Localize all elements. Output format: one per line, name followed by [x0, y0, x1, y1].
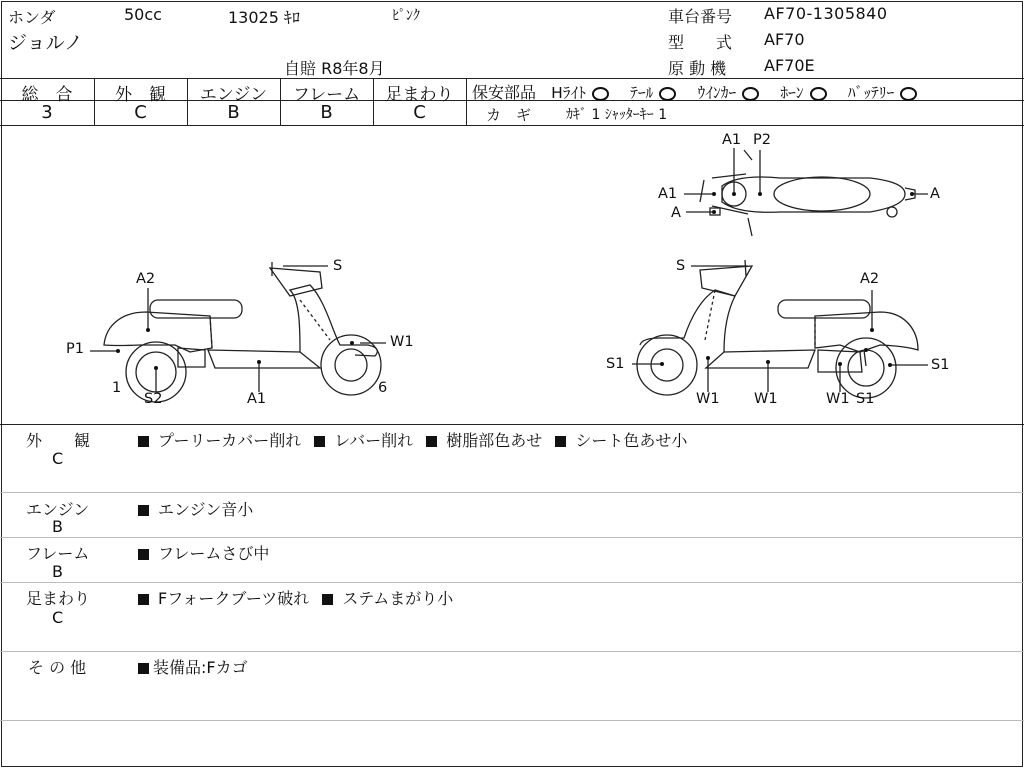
remark-note: Fフォークブーツ破れ — [158, 589, 310, 608]
diag-label: A — [671, 205, 681, 221]
insurance: 自賠 R8年8月 — [284, 59, 385, 78]
safety-item-horn — [780, 81, 826, 103]
diag-label: W1 — [390, 334, 414, 350]
divider — [0, 651, 1024, 652]
bullet-icon — [426, 436, 437, 447]
mileage: 13025 ｷﾛ — [228, 8, 300, 27]
divider — [0, 424, 1024, 425]
diag-label: W1 — [826, 391, 850, 407]
divider — [0, 492, 1024, 493]
remark-notes-engine — [138, 497, 253, 520]
remark-label-other: そ の 他 — [28, 658, 87, 677]
bullet-icon — [314, 436, 325, 447]
remark-note: プーリーカバー削れ — [158, 431, 302, 450]
model-name: ジョルノ — [8, 32, 83, 54]
divider — [0, 537, 1024, 538]
diag-label: A1 — [722, 132, 742, 148]
frame-no: AF70-1305840 — [764, 4, 888, 23]
divider — [466, 78, 467, 125]
grade-value-exterior: C — [134, 102, 147, 123]
diag-label: S1 — [606, 356, 625, 372]
diag-label: S1 — [856, 391, 875, 407]
model-code: AF70 — [764, 30, 805, 49]
leader-lines — [90, 148, 928, 392]
diag-label: S2 — [144, 391, 163, 407]
ok-circle-icon — [592, 87, 609, 101]
color: ﾋﾟﾝｸ — [392, 8, 420, 24]
remark-label-engine: エンジン — [26, 500, 90, 519]
grade-value-overall: 3 — [41, 102, 53, 123]
grade-label-engine: エンジン — [199, 85, 268, 105]
engine-code: AF70E — [764, 56, 815, 75]
divider — [0, 720, 1024, 721]
grade-value-suspension: C — [413, 102, 426, 123]
engine-label: 原 動 機 — [668, 59, 727, 78]
remark-note: 装備品:Fカゴ — [153, 658, 248, 677]
diag-label: A1 — [658, 186, 678, 202]
safety-item-winker — [697, 81, 759, 103]
diag-label: S — [333, 258, 343, 274]
displacement: 50cc — [124, 5, 162, 24]
safety-title: 保安部品 — [472, 83, 537, 102]
bullet-icon — [322, 594, 333, 605]
scooter-top-view — [700, 150, 915, 236]
diag-label: 1 — [112, 380, 122, 396]
bullet-icon — [138, 594, 149, 605]
grade-label-suspension: 足まわり — [385, 85, 454, 105]
remark-grade-suspension: C — [52, 608, 64, 627]
bullet-icon — [138, 436, 149, 447]
safety-item-headlight — [551, 81, 609, 103]
safety-item-label: ｳｲﾝｶｰ — [697, 84, 737, 102]
remark-note: 樹脂部色あせ — [446, 431, 543, 450]
grade-label-frame: フレーム — [292, 85, 361, 105]
maker: ホンダ — [8, 8, 56, 27]
grade-value-engine: B — [227, 102, 240, 123]
diag-label: P2 — [753, 132, 771, 148]
ok-circle-icon — [810, 87, 827, 101]
diag-label: S — [676, 258, 686, 274]
remark-notes-frame — [138, 541, 269, 564]
remark-grade-frame: B — [52, 562, 63, 581]
model-label: 型 式 — [668, 33, 733, 52]
bullet-icon — [555, 436, 566, 447]
safety-row — [472, 80, 933, 103]
frame-no-label: 車台番号 — [668, 7, 733, 26]
ok-circle-icon — [900, 87, 917, 101]
remark-notes-other — [138, 655, 248, 678]
ok-circle-icon — [659, 87, 676, 101]
grade-label-exterior: 外 観 — [115, 85, 166, 105]
bullet-icon — [138, 663, 149, 674]
diag-label: A1 — [247, 391, 267, 407]
remark-label-suspension: 足まわり — [26, 589, 91, 608]
remark-note: レバー削れ — [334, 431, 414, 450]
remark-grade-engine: B — [52, 517, 63, 536]
remark-note: フレームさび中 — [158, 544, 270, 563]
divider — [0, 582, 1024, 583]
diag-label: W1 — [754, 391, 778, 407]
grade-label-overall: 総 合 — [21, 85, 73, 105]
diag-label: A2 — [136, 271, 156, 287]
remark-note: エンジン音小 — [158, 500, 254, 519]
remark-note: ステムまがり小 — [342, 589, 454, 608]
safety-item-label: ﾃｰﾙ — [630, 84, 654, 102]
key-value: ｶｷﾞ 1 ｼｬｯﾀｰｷｰ 1 — [566, 107, 668, 123]
ok-circle-icon — [742, 87, 759, 101]
remark-note: シート色あせ小 — [575, 431, 688, 450]
remark-notes-suspension — [138, 586, 453, 609]
diag-label: A2 — [860, 271, 880, 287]
key-label: カ ギ — [486, 106, 532, 124]
grade-value-frame: B — [320, 102, 333, 123]
safety-item-label: ﾊﾞｯﾃﾘｰ — [847, 84, 895, 102]
diag-label: 6 — [378, 380, 388, 396]
remark-grade-exterior: C — [52, 449, 64, 468]
diag-label: W1 — [696, 391, 720, 407]
diag-label: P1 — [66, 341, 84, 357]
remark-notes-exterior — [138, 428, 687, 451]
bullet-icon — [138, 505, 149, 516]
remark-label-frame: フレーム — [26, 544, 90, 563]
diag-label: S1 — [931, 357, 950, 373]
safety-item-label: ﾎｰﾝ — [780, 84, 804, 102]
safety-item-battery — [848, 81, 918, 103]
remark-label-exterior: 外 観 — [26, 431, 91, 450]
bullet-icon — [138, 549, 149, 560]
safety-item-label: Hﾗｲﾄ — [551, 84, 587, 102]
diag-label: A — [930, 186, 940, 202]
safety-item-tail — [630, 81, 676, 103]
divider — [0, 78, 1024, 79]
